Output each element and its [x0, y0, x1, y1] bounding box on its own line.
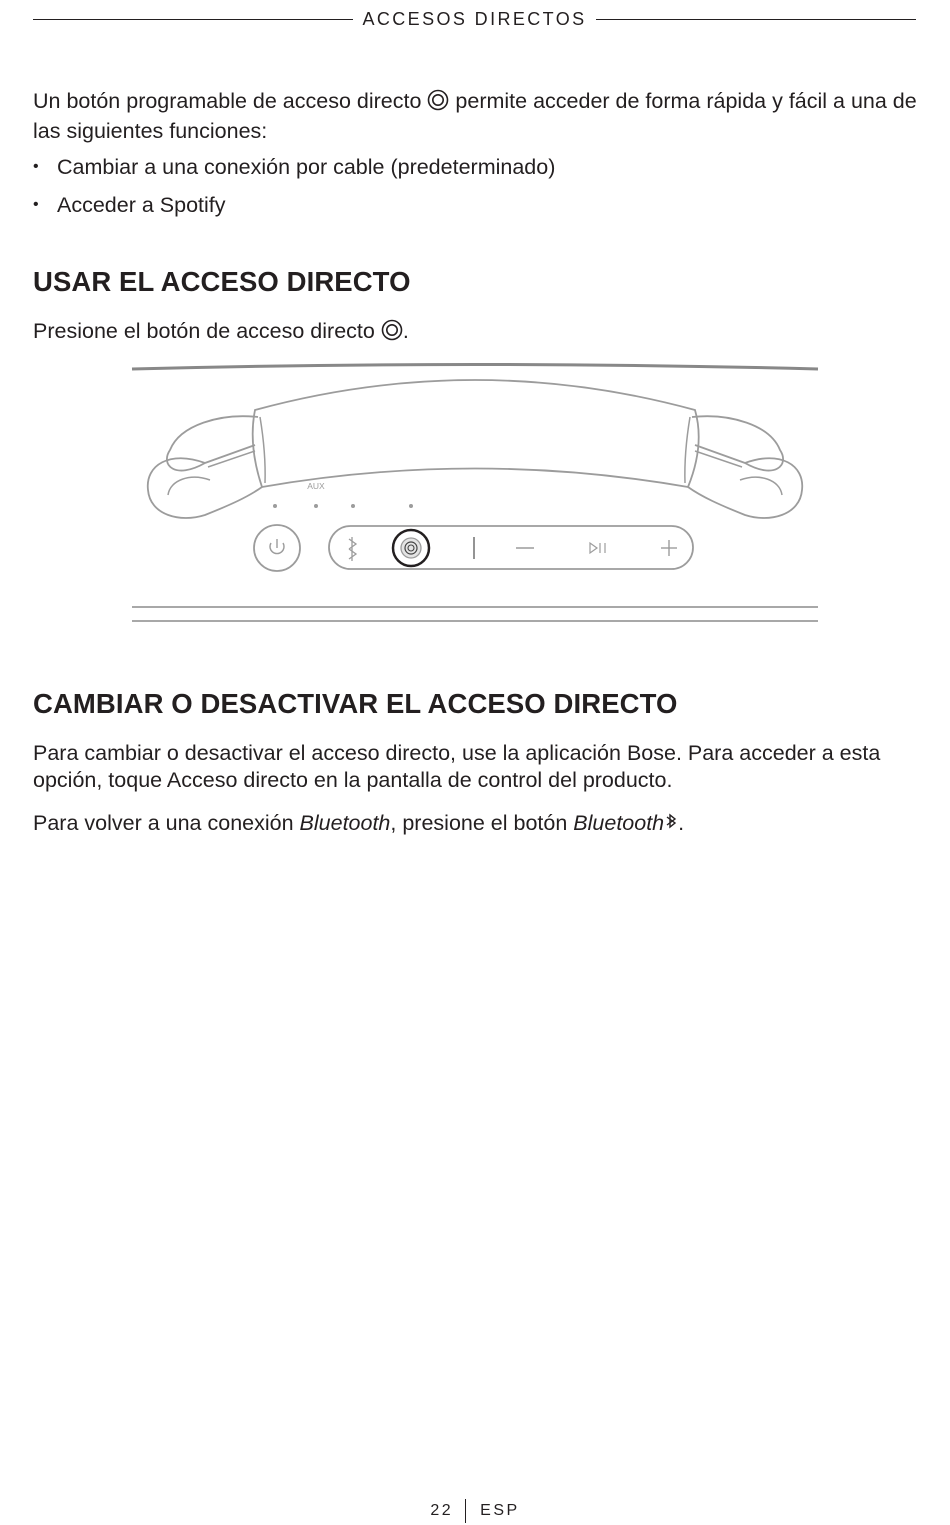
- bluetooth-icon: [664, 811, 678, 840]
- bt-text-e: .: [678, 811, 685, 835]
- intro-text-after: permite acceder de forma rápida y fácil a una de las siguientes funciones:: [33, 89, 917, 143]
- page-header: [33, 6, 916, 32]
- shortcut-icon: [381, 319, 403, 348]
- footer-separator: [465, 1499, 466, 1523]
- list-item-text: Acceder a Spotify: [57, 193, 226, 217]
- section-heading-change: CAMBIAR O DESACTIVAR EL ACCESO DIRECTO: [33, 688, 678, 719]
- function-list: [33, 153, 913, 229]
- section-heading-use: USAR EL ACCESO DIRECTO: [33, 266, 411, 297]
- list-item-text: Cambiar a una conexión por cable (predeterminado): [57, 155, 556, 179]
- bullet-dot: •: [33, 158, 39, 175]
- speaker-illustration: [120, 355, 830, 635]
- change-paragraph-text: Para cambiar o desactivar el acceso directo, use la aplicación Bose. Para acceder a esta opción, toque Acceso directo en la pantalla de control del producto.: [33, 741, 881, 792]
- change-paragraph: [33, 740, 918, 794]
- bt-text-a: Para volver a una conexión: [33, 811, 300, 835]
- instruction-period: .: [402, 319, 409, 343]
- bt-term-2: Bluetooth: [573, 811, 665, 835]
- list-item: [33, 153, 913, 191]
- shortcut-icon: [427, 89, 449, 118]
- header-title: ACCESOS DIRECTOS: [362, 8, 587, 29]
- aux-label: AUX: [307, 481, 325, 491]
- bluetooth-paragraph: [33, 810, 918, 840]
- intro-text-before: Un botón programable de acceso directo: [33, 89, 422, 113]
- list-item: [33, 191, 913, 229]
- instruction-text: Presione el botón de acceso directo: [33, 319, 375, 343]
- header-rule-right: [596, 19, 916, 20]
- bt-term-1: Bluetooth: [299, 811, 391, 835]
- page-number: 22: [430, 1502, 454, 1519]
- language-code: ESP: [480, 1502, 520, 1519]
- intro-paragraph: [33, 88, 918, 145]
- bullet-dot: •: [33, 196, 39, 213]
- page-footer: [0, 1498, 950, 1524]
- bt-text-c: , presione el botón: [390, 811, 574, 835]
- instruction-paragraph: [33, 318, 918, 348]
- header-rule-left: [33, 19, 353, 20]
